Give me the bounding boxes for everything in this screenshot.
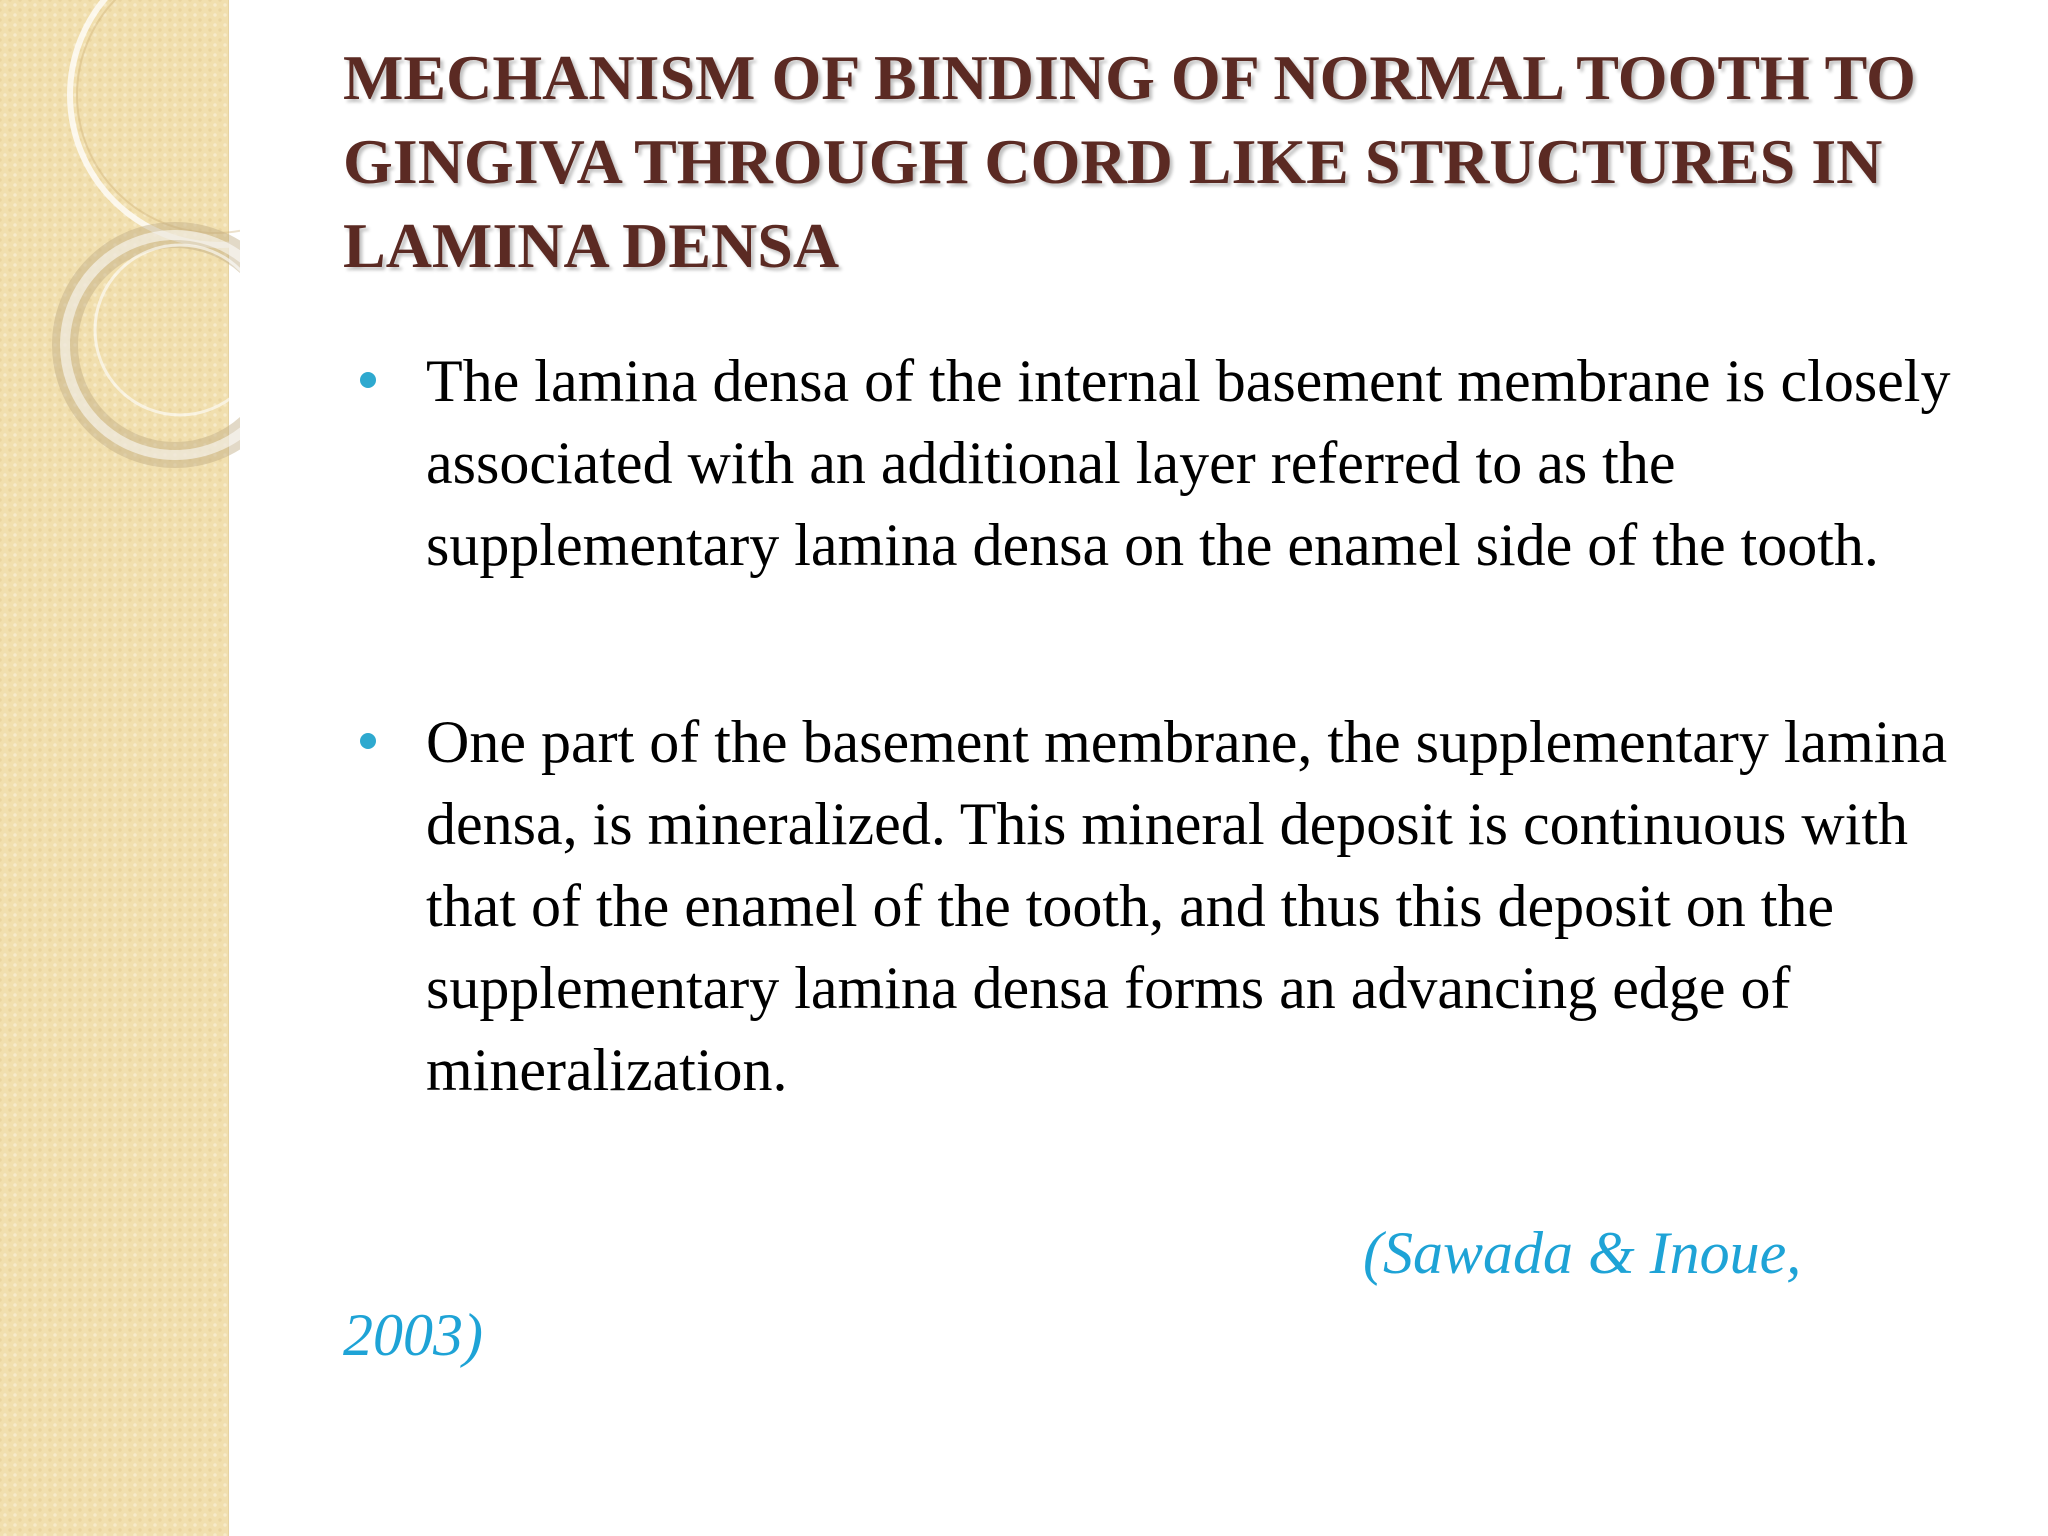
bullet-dot-icon bbox=[360, 372, 376, 388]
citation bbox=[343, 1212, 1863, 1376]
slide-title: MECHANISM OF BINDING OF NORMAL TOOTH TO GINGIVA THROUGH CORD LIKE STRUCTURES IN LAMINA DENSA bbox=[343, 42, 1916, 281]
decorative-rings-icon bbox=[0, 0, 240, 560]
bullet-item bbox=[360, 340, 2000, 586]
bullet-text: One part of the basement membrane, the supplementary lamina densa, is mineralized. This mineral deposit is continuous with that of the enamel of the tooth, and thus this deposit on the supplementary lamina densa forms an advancing edge of mineralization. bbox=[426, 709, 1948, 1103]
citation-line-2: 2003) bbox=[343, 1302, 483, 1368]
bullet-dot-icon bbox=[360, 733, 376, 749]
bullet-list bbox=[360, 340, 2000, 1111]
bullet-item bbox=[360, 701, 2000, 1111]
citation-line-1: (Sawada & Inoue, bbox=[1363, 1220, 1802, 1286]
bullet-text: The lamina densa of the internal basement membrane is closely associated with an additional layer referred to as the supplementary lamina densa on the enamel side of the tooth. bbox=[426, 348, 1951, 578]
side-decorative-panel bbox=[0, 0, 229, 1536]
